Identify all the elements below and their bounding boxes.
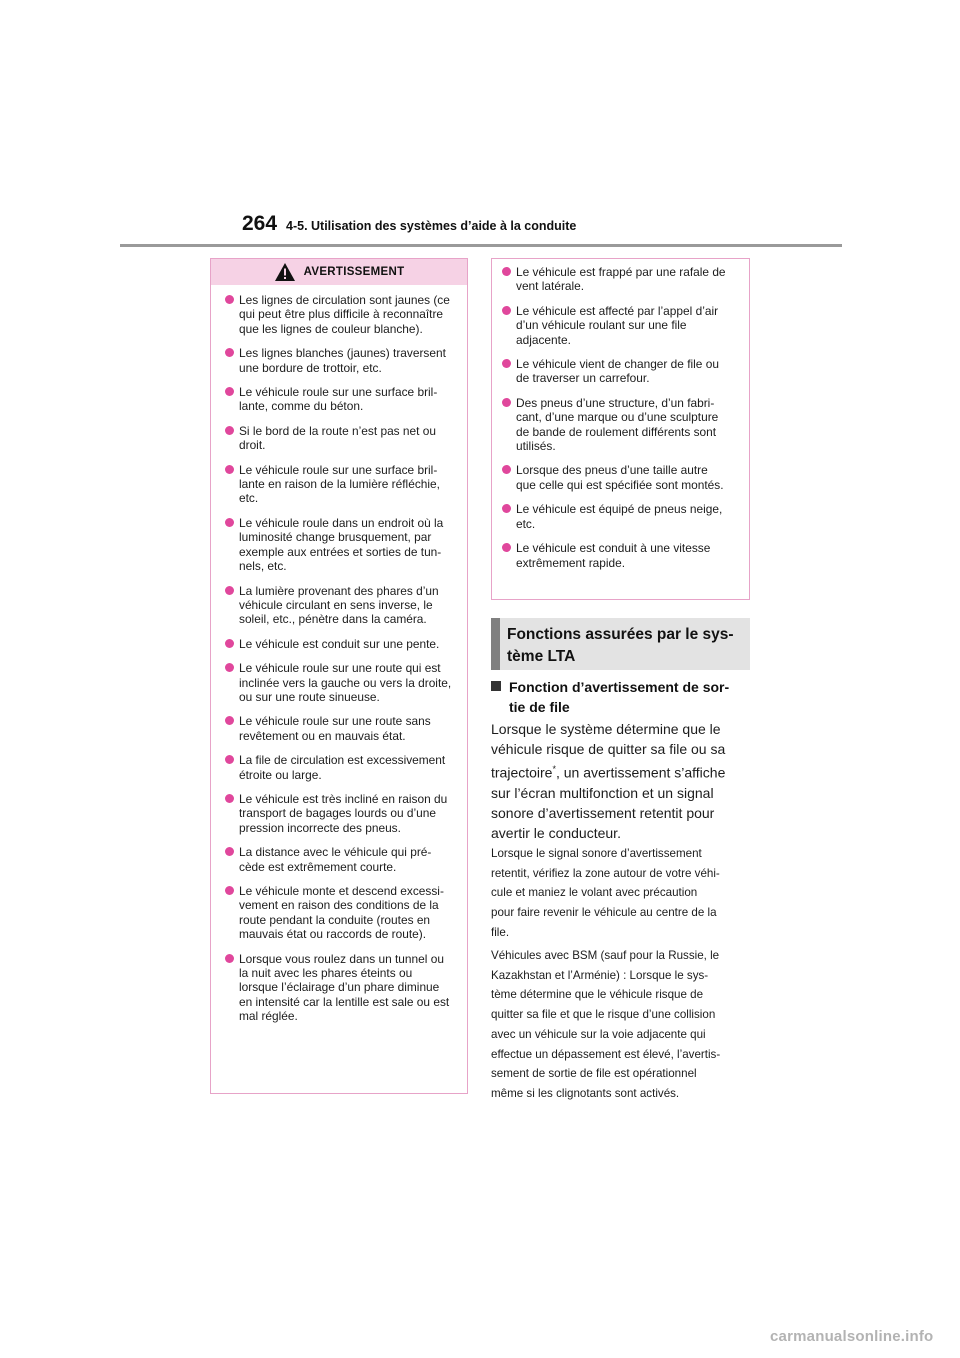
bullet-circle-icon <box>225 716 234 725</box>
warning-list <box>211 285 467 1024</box>
list-item-line: Le véhicule roule sur une surface bril- <box>239 385 438 400</box>
list-item-line: d’un véhicule roulant sur une file <box>516 318 687 333</box>
note-line: même si les clignotants sont activés. <box>491 1086 680 1100</box>
functions-heading <box>491 618 750 670</box>
note-line: quitter sa file et que le risque d’une collision <box>491 1008 716 1022</box>
list-item-line: La file de circulation est excessivement <box>239 753 446 768</box>
warning-triangle-icon <box>274 262 296 282</box>
list-item-line: utilisés. <box>516 439 556 454</box>
list-item <box>225 753 457 782</box>
list-item-line: etc. <box>516 516 536 531</box>
body-line <box>491 759 753 783</box>
list-item-line: La lumière provenant des phares d’un <box>239 583 439 598</box>
note-line: Kazakhstan et l’Arménie) : Lorsque le sys- <box>491 968 709 982</box>
list-item-line: pression incorrecte des pneus. <box>239 820 401 835</box>
note-line: avec un véhicule sur la voie adjacente qui <box>491 1027 706 1041</box>
list-item-line: de bande de roulement différents sont <box>516 424 717 439</box>
list-item-line: mal réglée. <box>239 1009 298 1024</box>
list-item <box>225 637 457 651</box>
header-divider <box>120 244 842 247</box>
list-item-line: Les lignes blanches (jaunes) traversent <box>239 346 446 361</box>
list-item-line: vent latérale. <box>516 279 585 294</box>
list-item-line: Les lignes de circulation sont jaunes (ce <box>239 293 450 307</box>
note-paragraph-2 <box>491 946 753 1104</box>
body-paragraph <box>491 719 753 843</box>
list-item-line: mauvais état ou raccords de route). <box>239 927 427 942</box>
bullet-circle-icon <box>225 586 234 595</box>
note-line: file. <box>491 925 510 939</box>
list-item-line: Le véhicule roule sur une route qui est <box>239 661 441 676</box>
list-item <box>225 385 457 414</box>
bullet-circle-icon <box>225 387 234 396</box>
list-item-line: vement en raison des conditions de la <box>239 898 439 913</box>
list-item-line: lorsque l’éclairage d’un phare diminue <box>239 980 440 995</box>
list-item-line: Le véhicule est conduit à une vitesse <box>516 541 711 556</box>
list-item <box>225 516 457 574</box>
list-item-line: Le véhicule est affecté par l’appel d’air <box>516 303 719 318</box>
bullet-circle-icon <box>225 348 234 357</box>
bullet-circle-icon <box>225 794 234 803</box>
bullet-circle-icon <box>225 755 234 764</box>
note-line: sement de sortie de file est opérationnel <box>491 1067 697 1081</box>
list-item <box>502 304 739 347</box>
list-item-line: Le véhicule roule sur une surface bril- <box>239 462 438 477</box>
page-number: 264 <box>242 212 278 235</box>
list-item <box>225 952 457 1024</box>
note-line: tème détermine que le véhicule risque de <box>491 988 704 1002</box>
list-item-line: Le véhicule vient de changer de file ou <box>516 357 719 372</box>
list-item-line: revêtement ou en mauvais état. <box>239 728 406 743</box>
list-item <box>225 346 457 375</box>
bullet-circle-icon <box>225 954 234 963</box>
list-item-line: exemple aux entrées et sorties de tun- <box>239 544 442 559</box>
body-line: sur l’écran multifonction et un signal <box>491 784 714 801</box>
list-item-line: que celle qui est spécifiée sont montés. <box>516 477 724 492</box>
sub-heading-line: tie de file <box>509 699 570 715</box>
list-item <box>502 396 739 454</box>
list-item-line: etc. <box>239 491 259 506</box>
note-line: Lorsque le signal sonore d’avertissement <box>491 847 702 860</box>
warning-header <box>211 259 467 285</box>
list-item <box>225 884 457 942</box>
list-item-line: qui peut être plus difficile à reconnaître <box>239 307 444 322</box>
list-item <box>502 357 739 386</box>
list-item-line: Le véhicule roule sur une route sans <box>239 714 431 729</box>
list-item-line: cède est extrêmement courte. <box>239 859 397 874</box>
list-item-line: véhicule circulant en sens inverse, le <box>239 597 433 612</box>
list-item-line: Des pneus d’une structure, d’un fabri- <box>516 395 715 410</box>
list-item <box>225 792 457 835</box>
note-line: cule et maniez le volant avec précaution <box>491 886 698 900</box>
bullet-circle-icon <box>502 504 511 513</box>
functions-heading-line: Fonctions assurées par le sys- <box>507 626 734 643</box>
bullet-circle-icon <box>225 847 234 856</box>
body-line: véhicule risque de quitter sa file ou sa <box>491 741 726 757</box>
lane-departure-heading <box>491 677 751 717</box>
list-item-line: inclinée vers la gauche ou vers la droite, <box>239 675 452 690</box>
list-item-line: droit. <box>239 438 266 453</box>
bullet-circle-icon <box>225 426 234 435</box>
list-item-line: Le véhicule monte et descend excessi- <box>239 884 444 898</box>
note-line: effectue un dépassement est élevé, l’avertis- <box>491 1047 721 1061</box>
list-item-line: Le véhicule est frappé par une rafale de <box>516 265 726 279</box>
list-item-line: de traverser un carrefour. <box>516 371 650 386</box>
warning-box <box>210 258 468 1094</box>
list-item-line: cant, d’une marque ou d’une sculpture <box>516 410 719 425</box>
list-item-line: luminosité change brusquement, par <box>239 530 432 545</box>
list-item-line: ou sur une route sinueuse. <box>239 689 380 704</box>
bullet-circle-icon <box>502 465 511 474</box>
bullet-circle-icon <box>502 543 511 552</box>
square-icon <box>491 681 501 691</box>
list-item <box>502 541 739 570</box>
list-item <box>225 424 457 453</box>
footnote-marker: * <box>552 764 556 774</box>
body-fragment: , un avertissement s’affiche <box>555 764 726 781</box>
body-line: sonore d’avertissement retentit pour <box>491 804 715 821</box>
functions-heading-line: tème LTA <box>507 648 576 665</box>
list-item <box>225 584 457 627</box>
note-paragraph-1 <box>491 844 753 943</box>
list-item-line: en intensité car la lentille est sale ou est <box>239 994 450 1009</box>
list-item-line: une bordure de trottoir, etc. <box>239 360 382 375</box>
warning-title: AVERTISSEMENT <box>303 266 405 278</box>
list-item-line: La distance avec le véhicule qui pré- <box>239 845 432 860</box>
warning-list-continued <box>492 259 749 570</box>
bullet-circle-icon <box>502 267 511 276</box>
list-item <box>225 661 457 704</box>
sub-heading-line: Fonction d’avertissement de sor- <box>509 679 730 695</box>
bullet-circle-icon <box>502 359 511 368</box>
list-item-line: lante, comme du béton. <box>239 399 364 414</box>
body-line: Lorsque le système détermine que le <box>491 721 721 737</box>
list-item-line: transport de bagages lourds ou d’une <box>239 806 436 821</box>
bullet-circle-icon <box>225 465 234 474</box>
note-line: retentit, vérifiez la zone autour de votre véhi- <box>491 866 720 880</box>
list-item-line: Le véhicule est conduit sur une pente. <box>239 636 440 651</box>
bullet-circle-icon <box>502 398 511 407</box>
section-title: 4-5. Utilisation des systèmes d’aide à la conduite <box>286 219 577 233</box>
list-item <box>502 502 739 531</box>
list-item-line: Lorsque des pneus d’une taille autre <box>516 463 708 478</box>
bullet-circle-icon <box>225 518 234 527</box>
bullet-circle-icon <box>502 306 511 315</box>
list-item-line: Si le bord de la route n’est pas net ou <box>239 423 436 438</box>
bullet-circle-icon <box>225 295 234 304</box>
list-item-line: extrêmement rapide. <box>516 555 626 570</box>
list-item <box>225 714 457 743</box>
watermark: carmanualsonline.info <box>770 1328 934 1345</box>
list-item-line: Le véhicule est très incliné en raison du <box>239 791 448 806</box>
list-item <box>502 463 739 492</box>
list-item-line: adjacente. <box>516 332 571 347</box>
list-item-line: Le véhicule roule dans un endroit où la <box>239 515 444 530</box>
list-item-line: la nuit avec les phares éteints ou <box>239 966 413 981</box>
list-item-line: route pendant la conduite (routes en <box>239 912 431 927</box>
list-item <box>502 265 739 294</box>
list-item-line: que les lignes de couleur blanche). <box>239 321 423 336</box>
list-item-line: Lorsque vous roulez dans un tunnel ou <box>239 951 444 966</box>
list-item-line: nels, etc. <box>239 559 287 574</box>
warning-box-continued <box>491 258 750 600</box>
body-fragment: trajectoire <box>491 764 553 781</box>
body-line: avertir le conducteur. <box>491 824 621 841</box>
list-item-line: soleil, etc., pénètre dans la caméra. <box>239 612 427 627</box>
list-item <box>225 463 457 506</box>
list-item-line: lante en raison de la lumière réfléchie, <box>239 477 440 492</box>
list-item-line: Le véhicule est équipé de pneus neige, <box>516 502 723 517</box>
bullet-circle-icon <box>225 886 234 895</box>
list-item-line: étroite ou large. <box>239 767 322 782</box>
bullet-circle-icon <box>225 663 234 672</box>
note-line: pour faire revenir le véhicule au centre de la <box>491 906 717 920</box>
note-line: Véhicules avec BSM (sauf pour la Russie, le <box>491 949 720 962</box>
list-item <box>225 293 457 336</box>
list-item <box>225 845 457 874</box>
bullet-circle-icon <box>225 639 234 648</box>
